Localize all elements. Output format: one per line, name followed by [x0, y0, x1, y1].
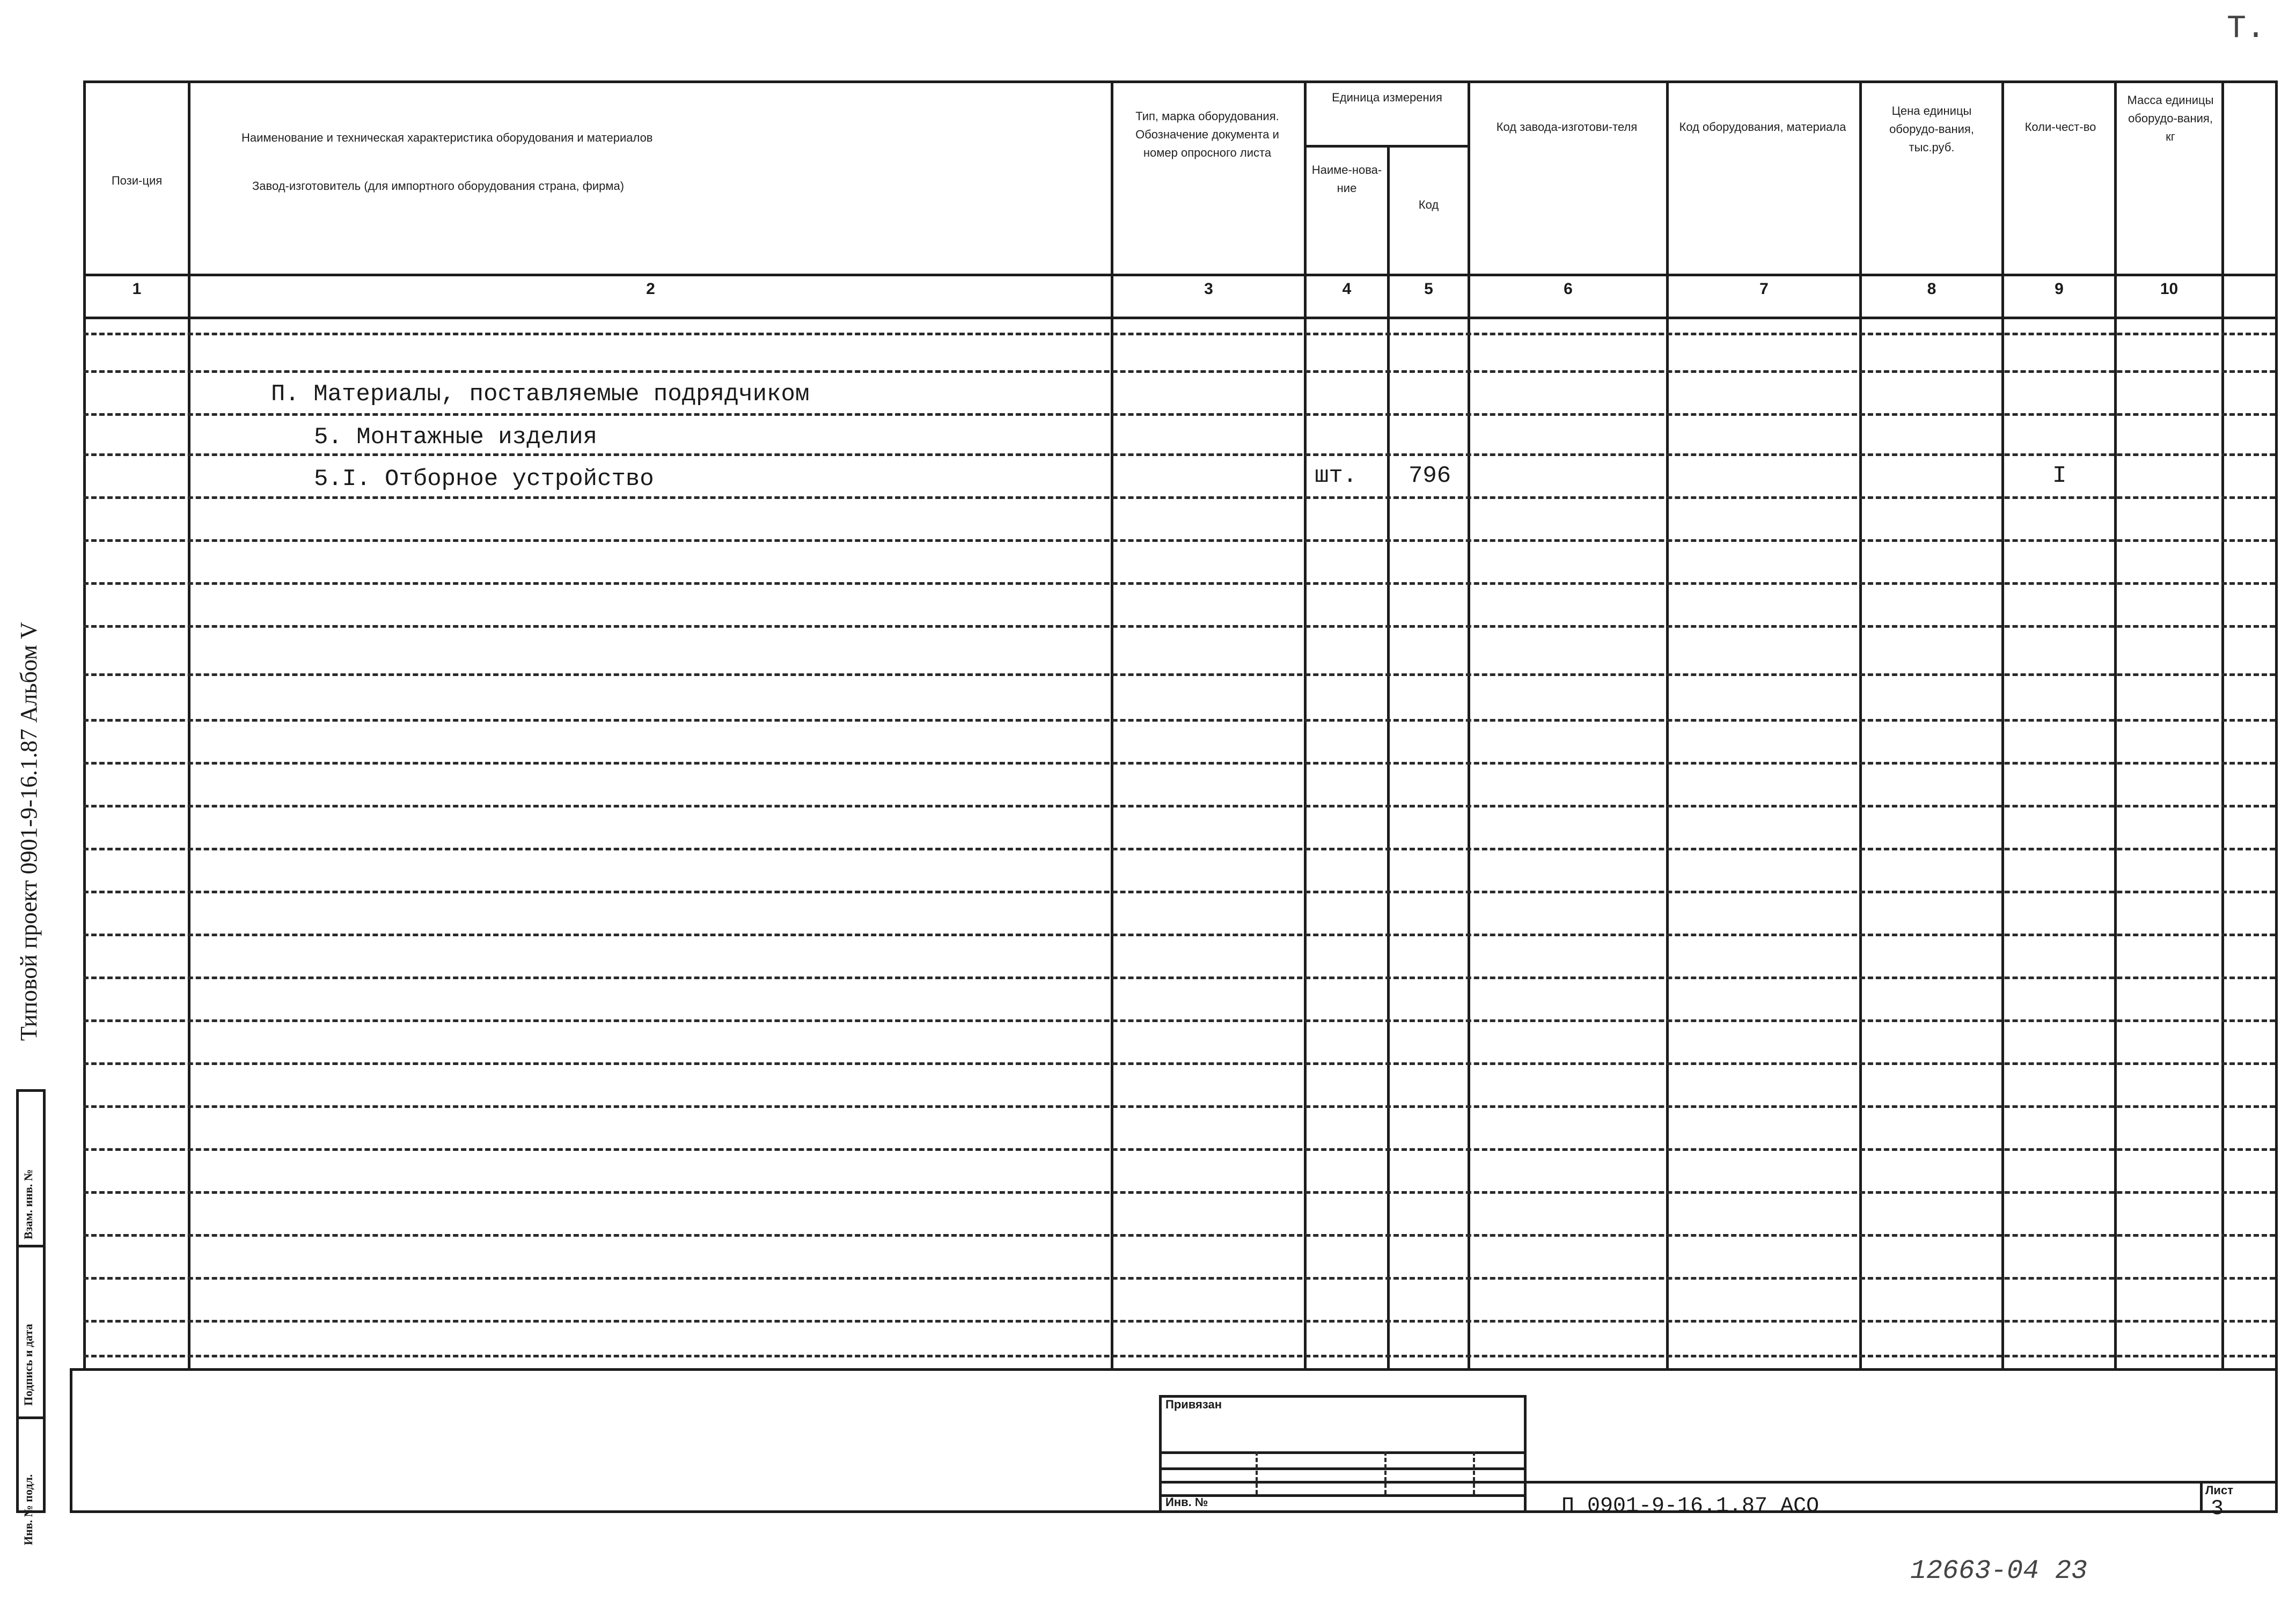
row-separator — [83, 848, 2275, 850]
stamp-frame-left — [16, 1089, 19, 1513]
stamp-frame-top — [16, 1089, 46, 1092]
row-separator — [83, 370, 2275, 373]
page-left-border — [70, 1368, 72, 1513]
header-equipment-code: Код оборудования, материала — [1679, 120, 1846, 134]
row-separator — [83, 719, 2275, 722]
row-separator — [83, 539, 2275, 542]
row-separator — [83, 934, 2275, 936]
header-unit: Единица измерения — [1332, 91, 1442, 104]
col-line-3 — [1304, 80, 1307, 1368]
table-top-border — [83, 80, 2275, 83]
row-separator — [83, 496, 2275, 499]
inv-number-label: Инв. № — [1165, 1495, 1208, 1509]
col-line-0 — [83, 80, 86, 1368]
corner-mark: Т. — [2227, 11, 2266, 47]
column-number-9: 9 — [2055, 280, 2064, 298]
col-line-5 — [1468, 80, 1470, 1368]
row-quantity: I — [2052, 462, 2067, 489]
row-text-subsection: 5. Монтажные изделия — [314, 424, 598, 451]
title-block-right — [1524, 1395, 1527, 1510]
header-price: Цена единицы оборудо-вания, тыс.руб. — [1889, 104, 1974, 154]
title-block-col-1 — [1256, 1451, 1258, 1494]
sheet-number: 3 — [2211, 1497, 2224, 1521]
title-block-col-2 — [1384, 1451, 1387, 1494]
row-text-section: П. Материалы, поставляемые подрядчиком — [271, 381, 810, 408]
row-separator — [83, 453, 2275, 456]
row-unit: шт. — [1315, 462, 1358, 489]
stamp-divider-1 — [16, 1245, 46, 1247]
title-block-row-1 — [1159, 1451, 1524, 1454]
stamp-divider-2 — [16, 1416, 46, 1419]
privyazan-label: Привязан — [1165, 1398, 1222, 1411]
row-separator — [83, 413, 2275, 416]
header-unit-name: Наиме-нова-ние — [1311, 163, 1382, 195]
header-type: Тип, марка оборудования. Обозначение документа и номер опросного листа — [1135, 109, 1279, 159]
row-separator — [83, 1355, 2275, 1357]
stamp-frame-bottom — [16, 1510, 46, 1513]
row-separator — [83, 1105, 2275, 1108]
row-separator — [83, 1277, 2275, 1280]
header-manufacturer-code: Код завода-изготови-теля — [1496, 120, 1638, 134]
column-number-6: 6 — [1564, 280, 1573, 298]
column-numbers-bottom-border — [83, 317, 2275, 319]
row-separator — [83, 582, 2275, 585]
row-separator — [83, 1234, 2275, 1237]
header-unit-code: Код — [1418, 198, 1439, 211]
col-line-6 — [1666, 80, 1669, 1368]
column-number-7: 7 — [1759, 280, 1769, 298]
row-separator — [83, 1062, 2275, 1065]
column-number-2: 2 — [646, 280, 655, 298]
sheet-box-left — [2200, 1481, 2203, 1513]
row-separator — [83, 891, 2275, 893]
row-separator — [83, 1019, 2275, 1022]
header-mass: Масса единицы оборудо-вания, кг — [2127, 93, 2214, 143]
row-separator — [83, 333, 2275, 335]
col-line-9 — [2114, 80, 2117, 1368]
col-line-4 — [1387, 145, 1390, 1368]
col-line-1 — [188, 80, 190, 1368]
row-separator — [83, 762, 2275, 765]
stamp-label-podpis-data: Подпись и дата — [21, 1324, 35, 1406]
column-number-5: 5 — [1424, 280, 1433, 298]
title-block-row-2 — [1159, 1467, 1524, 1470]
title-block-row-4 — [1159, 1494, 1524, 1497]
row-separator — [83, 673, 2275, 676]
row-separator — [83, 976, 2275, 979]
title-block-col-3 — [1473, 1451, 1475, 1494]
row-separator — [83, 1191, 2275, 1194]
title-block-row-3 — [1159, 1481, 1524, 1484]
column-number-1: 1 — [132, 280, 142, 298]
row-unit-code: 796 — [1409, 462, 1451, 489]
header-bottom-border — [83, 274, 2275, 276]
stamp-frame-right — [43, 1089, 46, 1513]
column-number-4: 4 — [1342, 280, 1352, 298]
column-number-10: 10 — [2160, 280, 2178, 298]
page-bottom-border — [70, 1510, 2275, 1513]
sheet-label: Лист — [2205, 1484, 2233, 1497]
row-separator — [83, 625, 2275, 628]
row-text-item: 5.I. Отборное устройство — [314, 466, 654, 493]
stamp-label-vzam-inv: Взам. инв. № — [21, 1169, 35, 1239]
row-separator — [83, 1148, 2275, 1151]
header-name: Наименование и техническая характеристика оборудования и материалов — [241, 131, 653, 144]
header-quantity: Коли-чест-во — [2024, 120, 2096, 134]
document-code: П 0901-9-16.1.87 АСО — [1561, 1494, 1820, 1518]
col-line-8 — [2001, 80, 2004, 1368]
table-bottom-border — [70, 1368, 2275, 1371]
side-label: Типовой проект 0901-9-16.1.87 Альбом V — [16, 622, 42, 1041]
bottom-stamp: 12663-04 23 — [1910, 1556, 2088, 1587]
column-number-3: 3 — [1204, 280, 1213, 298]
col-line-2 — [1111, 80, 1113, 1368]
header-position: Пози-ция — [111, 174, 163, 187]
page-right-border — [2275, 80, 2278, 1513]
unit-header-divider — [1304, 145, 1470, 148]
row-separator — [83, 1320, 2275, 1323]
row-separator — [83, 805, 2275, 807]
header-manufacturer: Завод-изготовитель (для импортного оборудования страна, фирма) — [252, 179, 625, 193]
stamp-label-inv-podl: Инв. № подл. — [21, 1474, 35, 1545]
column-number-8: 8 — [1927, 280, 1936, 298]
col-line-7 — [1859, 80, 1862, 1368]
col-line-10 — [2221, 80, 2224, 1368]
doc-code-row-top — [1524, 1481, 2275, 1484]
